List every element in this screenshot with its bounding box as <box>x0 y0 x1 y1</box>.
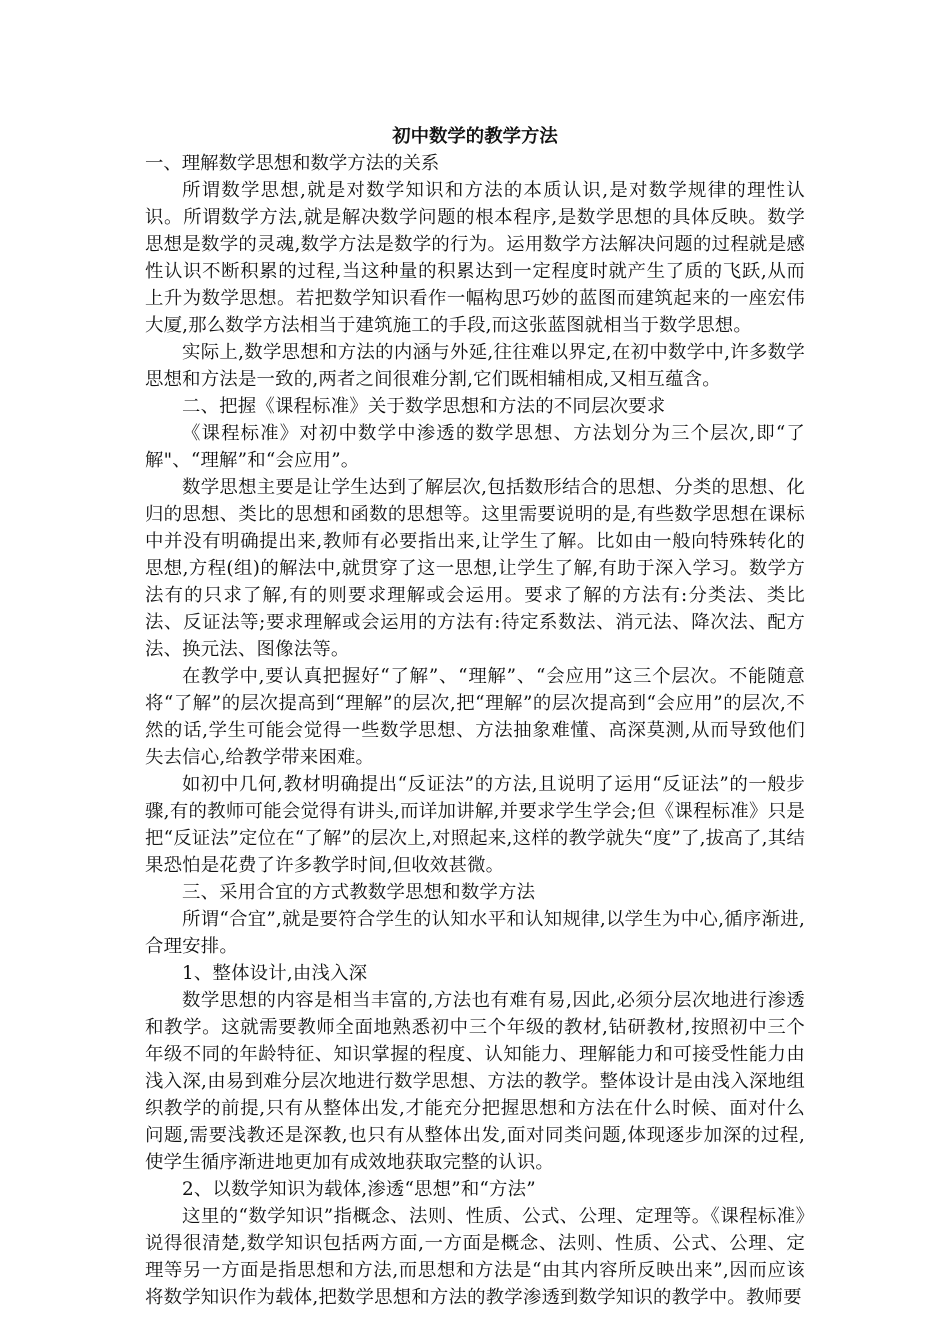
section-heading-1: 一、理解数学思想和数学方法的关系 <box>145 153 440 174</box>
paragraph-1: 所谓数学思想,就是对数学知识和方法的本质认识,是对数学规律的理性认识。所谓数学方法,就是解决数学问题的根本程序,是数学思想的具体反映。数学思想是数学的灵魂,数学方法是数学的行为。运用数学方法解决问题的过程就是感性认识不断积累的过程,当这种量的积累达到一定程度时就产生了质的飞跃,从而上升为数学思想。若把数学知识看作一幅构思巧妙的蓝图而建筑起来的一座宏伟大厦,那么数学方法相当于建筑施工的手段,而这张蓝图就相当于数学思想。 <box>145 180 805 336</box>
paragraph-4: 数学思想主要是让学生达到了解层次,包括数形结合的思想、分类的思想、化归的思想、类比的思想和函数的思想等。这里需要说明的是,有些数学思想在课标中并没有明确提出来,教师有必要指出来,让学生了解。比如由一般向特殊转化的思想,方程(组)的解法中,就贯穿了这一思想,让学生了解,有助于深入学习。数学方法有的只求了解,有的则要求理解或会运用。要求了解的方法有:分类法、类比法、反证法等;要求理解或会运用的方法有:待定系数法、消元法、降次法、配方法、换元法、图像法等。 <box>145 477 805 660</box>
paragraph-7: 所谓“合宜”,就是要符合学生的认知水平和认知规律,以学生为中心,循序渐进,合理安排。 <box>145 909 805 957</box>
document-page <box>145 123 805 1311</box>
paragraph-9: 这里的“数学知识”指概念、法则、性质、公式、公理、定理等。《课程标准》说得很清楚,数学知识包括两方面,一方面是概念、法则、性质、公式、公理、定理等另一方面是指思想和方法,而思想和方法是“由其内容所反映出来”,因而应该将数学知识作为载体,把数学思想和方法的教学渗透到数学知识的教学中。教师要 <box>145 1206 805 1308</box>
paragraph-8: 数学思想的内容是相当丰富的,方法也有难有易,因此,必须分层次地进行渗透和教学。这就需要教师全面地熟悉初中三个年级的教材,钻研教材,按照初中三个年级不同的年龄特征、知识掌握的程度、认知能力、理解能力和可接受性能力由浅入深,由易到难分层次地进行数学思想、方法的教学。整体设计是由浅入深地组织教学的前提,只有从整体出发,才能充分把握思想和方法在什么时候、面对什么问题,需要浅教还是深教,也只有从整体出发,面对同类问题,体现逐步加深的过程,使学生循序渐进地更加有成效地获取完整的认识。 <box>145 990 805 1173</box>
paragraph-6: 如初中几何,教材明确提出“反证法”的方法,且说明了运用“反证法”的一般步骤,有的教师可能会觉得有讲头,而详加讲解,并要求学生学会;但《课程标准》只是把“反证法”定位在“了解”的层次上,对照起来,这样的教学就失“度”了,拔高了,其结果恐怕是花费了许多教学时间,但收效甚微。 <box>145 774 805 876</box>
document-title: 初中数学的教学方法 <box>392 126 558 147</box>
paragraph-3: 《课程标准》对初中数学中渗透的数学思想、方法划分为三个层次,即“了解"、“理解”和“会应用”。 <box>145 423 805 471</box>
section-heading-3: 三、采用合宜的方式教数学思想和数学方法 <box>182 882 536 903</box>
paragraph-5: 在教学中,要认真把握好“了解”、“理解”、“会应用”这三个层次。不能随意将“了解”的层次提高到“理解”的层次,把“理解”的层次提高到“会应用”的层次,不然的话,学生可能会觉得一些数学思想、方法抽象难懂、高深莫测,从而导致他们失去信心,给教学带来困难。 <box>145 666 805 768</box>
subheading-1: 1、整体设计,由浅入深 <box>182 963 368 984</box>
paragraph-2: 实际上,数学思想和方法的内涵与外延,往往难以界定,在初中数学中,许多数学思想和方法是一致的,两者之间很难分割,它们既相辅相成,又相互蕴含。 <box>145 342 805 390</box>
subheading-2: 2、以数学知识为载体,渗透“思想”和“方法” <box>182 1179 536 1200</box>
section-heading-2: 二、把握《课程标准》关于数学思想和方法的不同层次要求 <box>182 396 666 417</box>
